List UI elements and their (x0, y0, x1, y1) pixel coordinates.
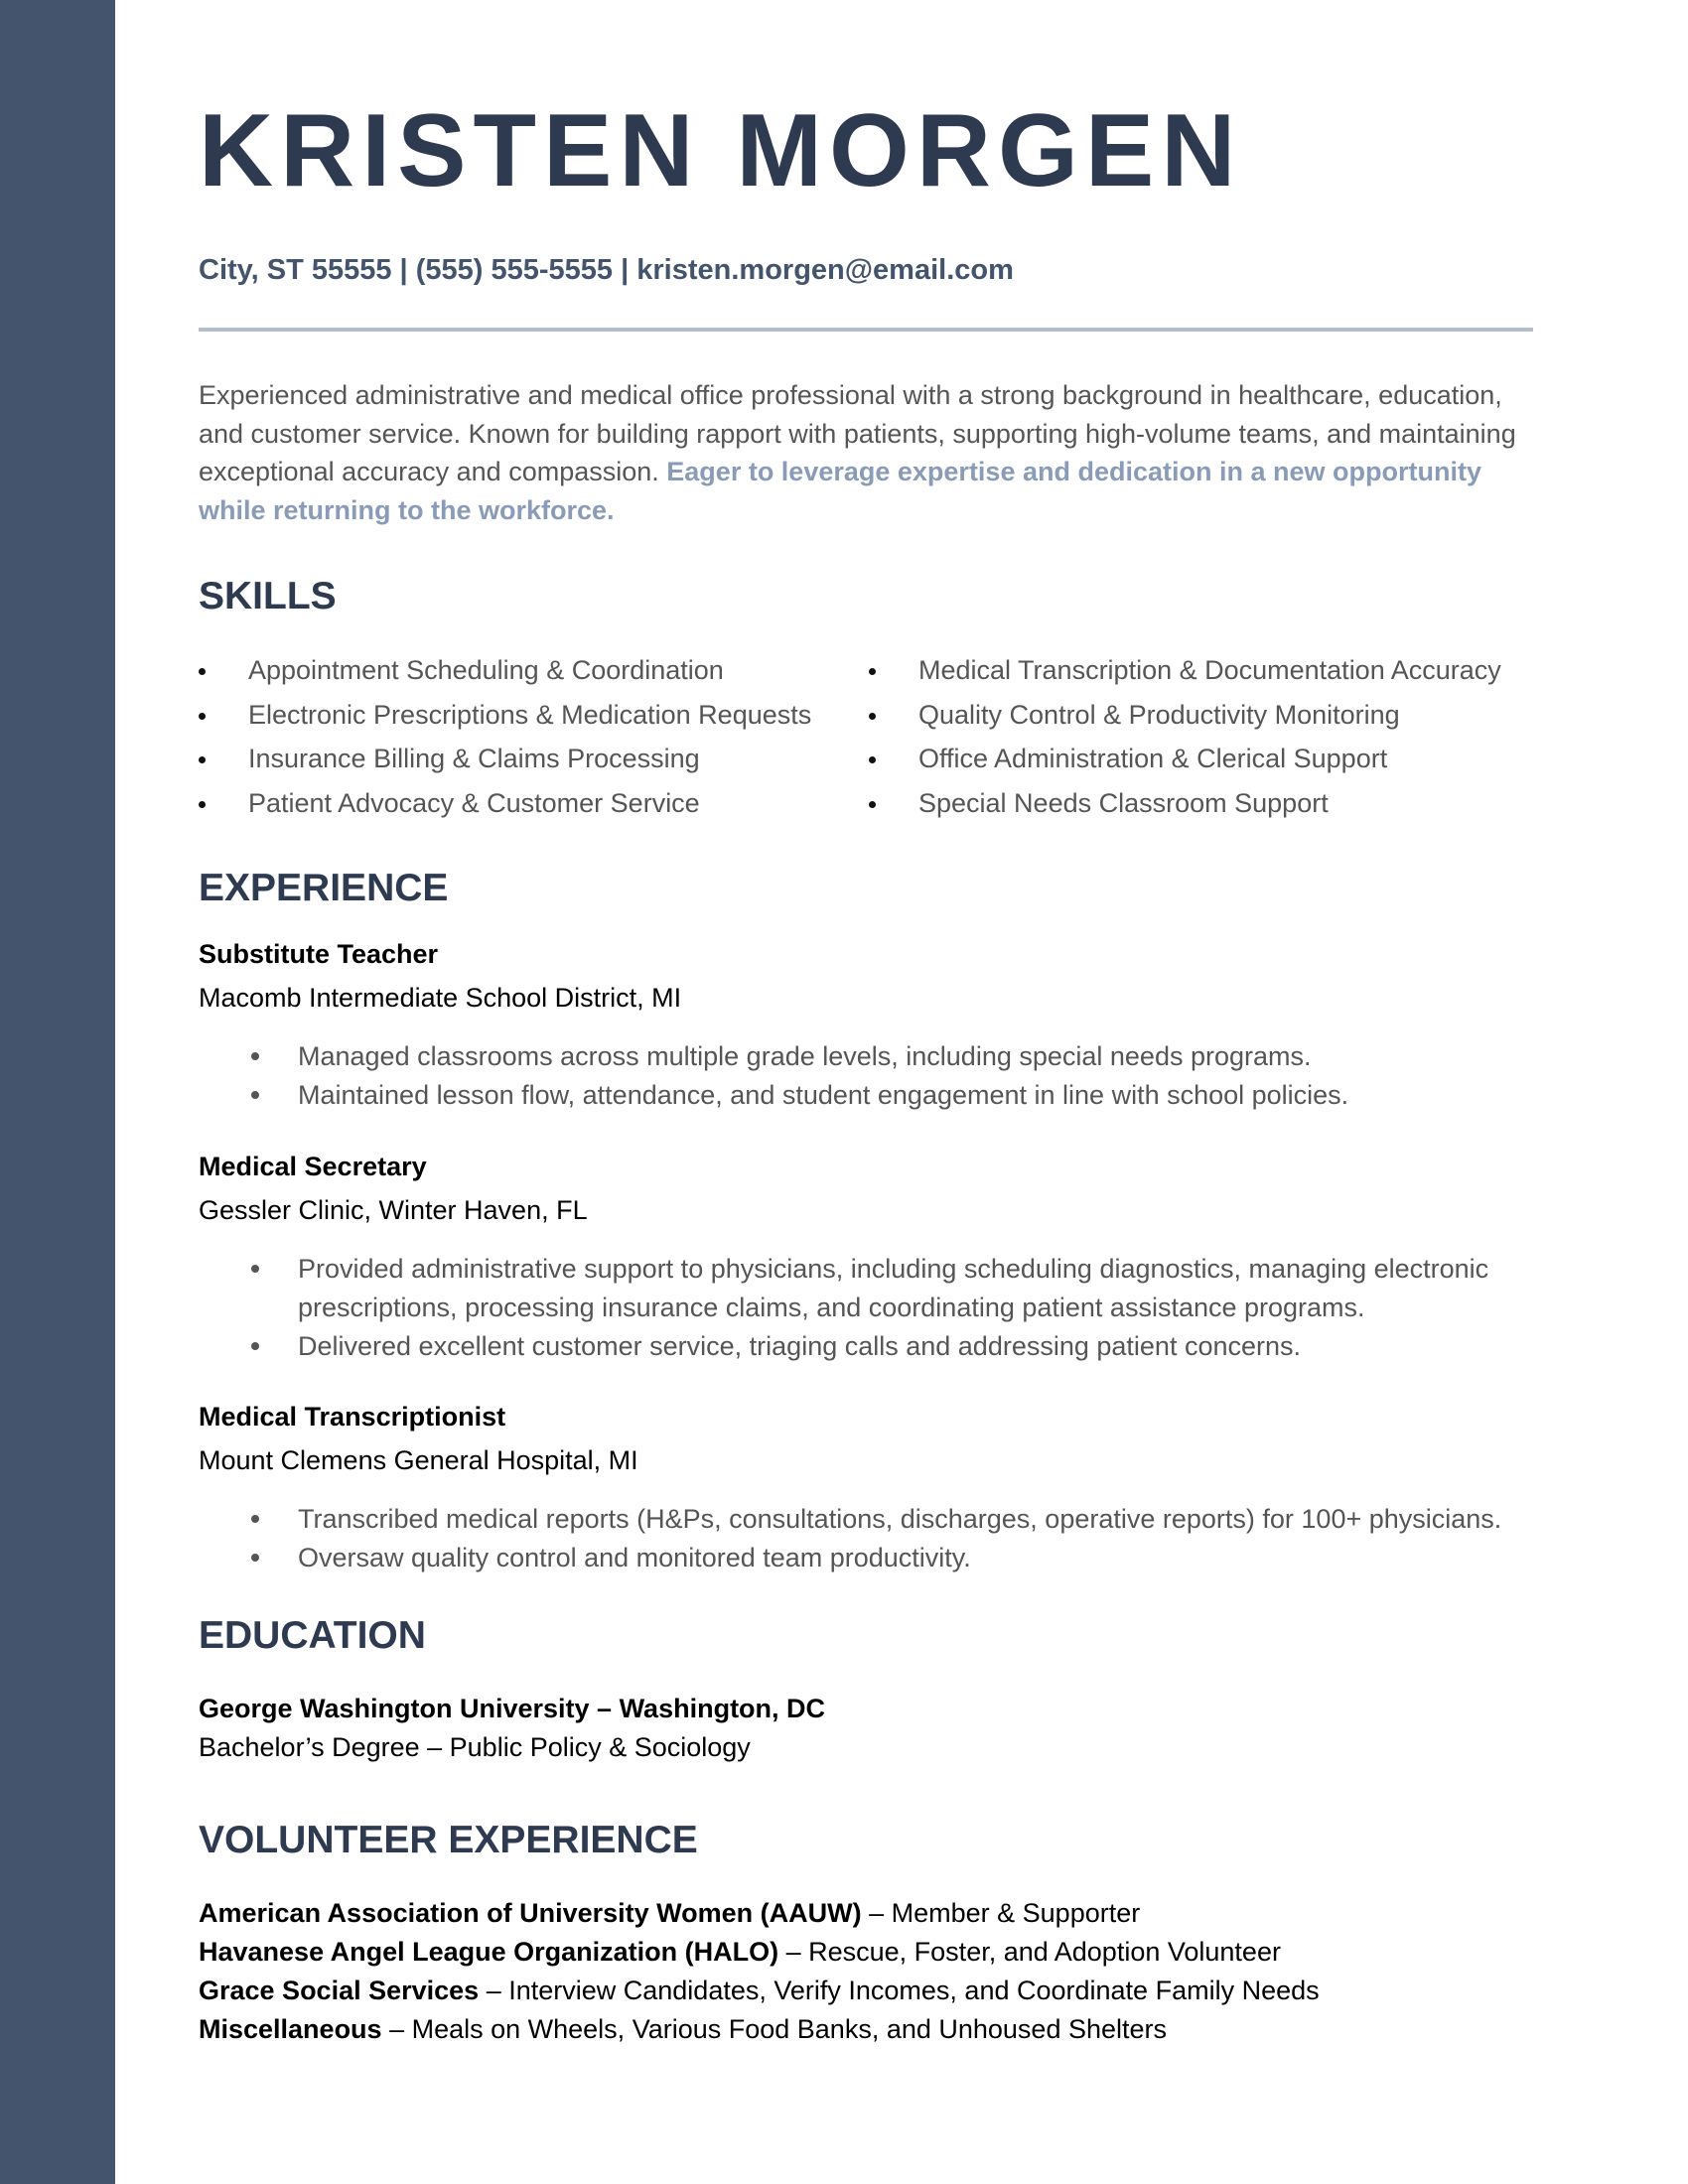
sidebar-accent-bar (0, 0, 115, 2184)
bullet-icon (199, 713, 206, 720)
volunteer-heading: VOLUNTEER EXPERIENCE (199, 1819, 698, 1861)
list-item: Managed classrooms across multiple grade levels, including special needs programs. (199, 1037, 1549, 1076)
volunteer-item (199, 2010, 1320, 2049)
job-organization: Gessler Clinic, Winter Haven, FL (199, 1195, 588, 1225)
list-item: Oversaw quality control and monitored team productivity. (199, 1539, 1549, 1577)
job-entry (199, 1154, 1549, 1366)
volunteer-org: Miscellaneous (199, 2014, 382, 2044)
skill-item: Special Needs Classroom Support (869, 781, 1501, 826)
skills-heading: SKILLS (199, 575, 337, 617)
skill-item: Insurance Billing & Claims Processing (199, 737, 811, 781)
bullet-icon (869, 713, 876, 720)
job-organization: Macomb Intermediate School District, MI (199, 983, 682, 1013)
bullet-icon (251, 1091, 259, 1099)
bullet-icon (251, 1554, 259, 1562)
volunteer-item (199, 1972, 1320, 2010)
job-entry (199, 941, 1549, 1115)
job-entry (199, 1404, 1549, 1577)
contact-line: City, ST 55555 | (555) 555-5555 | kristen.morgen@email.com (199, 254, 1014, 286)
job-bullets (199, 1500, 1549, 1577)
skill-item: Appointment Scheduling & Coordination (199, 648, 811, 693)
volunteer-org: American Association of University Women (AAUW) (199, 1898, 862, 1928)
skill-item: Medical Transcription & Documentation Accuracy (869, 648, 1501, 693)
job-title: Substitute Teacher (199, 939, 439, 969)
job-title: Medical Transcriptionist (199, 1402, 506, 1432)
skills-list-left (199, 648, 811, 825)
volunteer-role: – Interview Candidates, Verify Incomes, and Coordinate Family Needs (479, 1976, 1320, 2005)
bullet-icon (199, 801, 206, 808)
volunteer-role: – Meals on Wheels, Various Food Banks, and Unhoused Shelters (381, 2014, 1168, 2044)
list-item: Maintained lesson flow, attendance, and student engagement in line with school policies. (199, 1076, 1549, 1115)
skill-item: Electronic Prescriptions & Medication Requests (199, 693, 811, 738)
bullet-icon (869, 668, 876, 675)
education-degree: Bachelor’s Degree – Public Policy & Sociology (199, 1732, 751, 1762)
list-item: Delivered excellent customer service, triaging calls and addressing patient concerns. (199, 1327, 1549, 1366)
list-item: Provided administrative support to physicians, including scheduling diagnostics, managing electronic prescriptions, processing insurance claims, and coordinating patient assistance programs. (199, 1250, 1549, 1327)
job-bullets (199, 1037, 1549, 1115)
bullet-icon (251, 1265, 259, 1273)
job-title: Medical Secretary (199, 1152, 427, 1181)
bullet-icon (869, 756, 876, 763)
volunteer-org: Grace Social Services (199, 1976, 480, 2005)
skill-item: Quality Control & Productivity Monitoring (869, 693, 1501, 738)
job-bullets (199, 1250, 1549, 1366)
volunteer-item (199, 1894, 1320, 1933)
education-heading: EDUCATION (199, 1614, 426, 1657)
education-entry (199, 1690, 825, 1767)
experience-heading: EXPERIENCE (199, 867, 449, 909)
bullet-icon (251, 1515, 259, 1523)
summary-paragraph (199, 376, 1539, 529)
volunteer-list (199, 1894, 1320, 2049)
header-divider (199, 328, 1533, 332)
candidate-name: KRISTEN MORGEN (199, 93, 1243, 208)
skill-item: Patient Advocacy & Customer Service (199, 781, 811, 826)
volunteer-role: – Rescue, Foster, and Adoption Volunteer (778, 1937, 1281, 1967)
bullet-icon (251, 1052, 259, 1060)
skill-item: Office Administration & Clerical Support (869, 737, 1501, 781)
job-organization: Mount Clemens General Hospital, MI (199, 1445, 638, 1475)
list-item: Transcribed medical reports (H&Ps, consultations, discharges, operative reports) for 100+ physicians. (199, 1500, 1549, 1539)
volunteer-item (199, 1933, 1320, 1972)
bullet-icon (199, 668, 206, 675)
volunteer-role: – Member & Supporter (861, 1898, 1141, 1928)
volunteer-org: Havanese Angel League Organization (HALO) (199, 1937, 779, 1967)
bullet-icon (199, 756, 206, 763)
education-school: George Washington University – Washington, DC (199, 1694, 826, 1723)
bullet-icon (251, 1342, 259, 1350)
bullet-icon (869, 801, 876, 808)
skills-list-right (869, 648, 1501, 825)
summary-highlight: Eager to leverage expertise and dedication in a new opportunity while returning to the workforce. (199, 457, 1481, 525)
summary-text: Experienced administrative and medical office professional with a strong background in healthcare, education, and customer service. Known for building rapport with patients, supporting high-volume teams, and maintaining exceptional accuracy and compassion. (199, 380, 1516, 486)
